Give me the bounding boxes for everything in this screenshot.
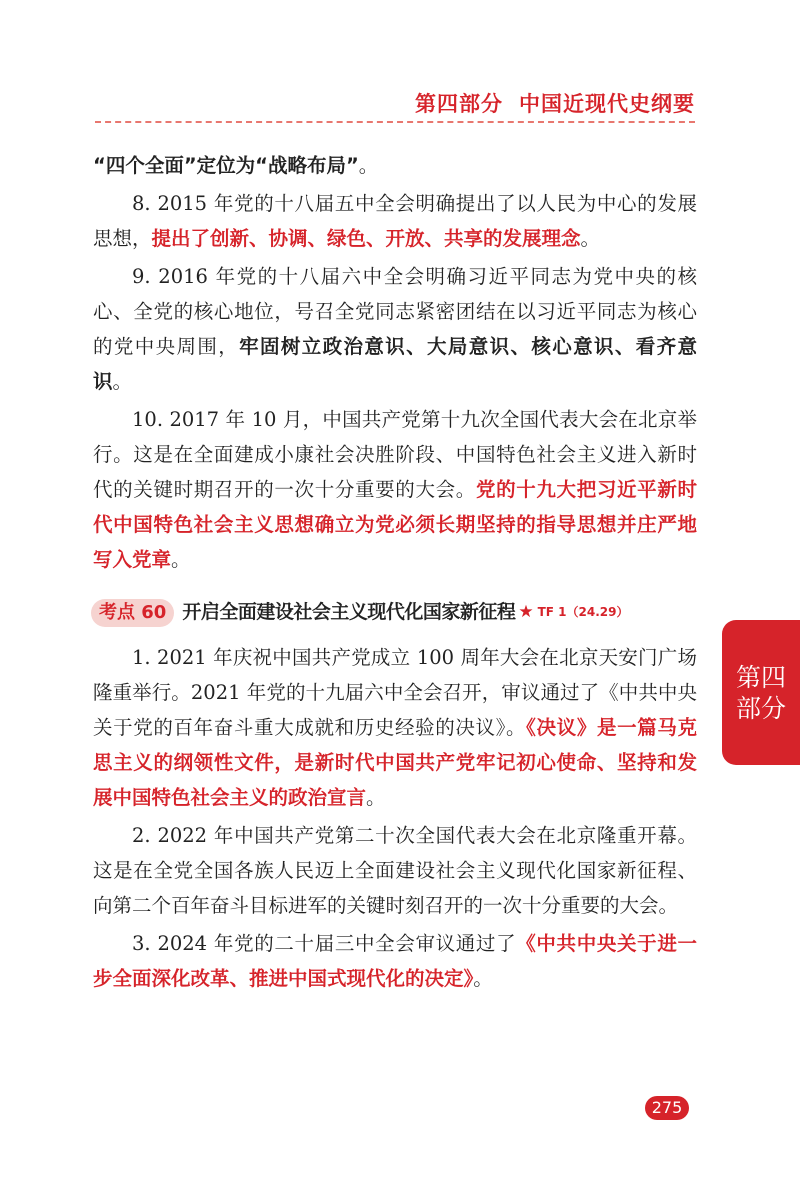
text: 。 (112, 370, 133, 393)
paragraph-continued (93, 148, 697, 183)
side-chapter-tab (722, 620, 800, 765)
text: 8. 2015 年党的十八届五中全会明确提出了以人民为中心的发展思想， (93, 192, 697, 250)
section-badge: 考点 60 (91, 599, 174, 627)
text: 。 (580, 227, 601, 250)
text: 10. 2017 年 10 月，中国共产党第十九次全国代表大会在北京举行。这是在全面建成小康社会决胜阶段、中国特色社会主义进入新时代的关键时期召开的一次十分重要的大会。 (93, 408, 697, 501)
section-note: TF 1（24.29） (537, 605, 629, 619)
highlight-text: 党的十九大把习近平新时代中国特色社会主义思想确立为党必须长期坚持的指导思想并庄严地写入党章 (93, 478, 697, 571)
header-divider (95, 121, 695, 123)
side-tab-line: 第四 (735, 662, 786, 692)
text: 。 (358, 154, 379, 177)
highlight-text: 《决议》是一篇马克思主义的纲领性文件，是新时代中国共产党牢记初心使命、坚持和发展中国特色社会主义的政治宣言 (93, 716, 697, 809)
highlight-text: 《中共中央关于进一步全面深化改革、推进中国式现代化的决定》 (93, 932, 697, 990)
section-title: 开启全面建设社会主义现代化国家新征程 (182, 601, 516, 623)
bold-text: 牢固树立政治意识、大局意识、核心意识、看齐意识 (93, 335, 697, 393)
text: 2. 2022 年中国共产党第二十次全国代表大会在北京隆重开幕。这是在全党全国各族人民迈上全面建设社会主义现代化国家新征程、向第二个百年奋斗目标进军的关键时刻召开的一次十分重要的大会。 (93, 824, 697, 917)
text: 9. 2016 年党的十八届六中全会明确习近平同志为党中央的核心、全党的核心地位，号召全党同志紧密团结在以习近平同志为核心的党中央周围， (93, 265, 697, 358)
header-title: 中国近现代史纲要 (519, 92, 695, 116)
running-header (415, 88, 695, 118)
text: 1. 2021 年庆祝中国共产党成立 100 周年大会在北京天安门广场隆重举行。2021 年党的十九届六中全会召开，审议通过了《中共中央关于党的百年奋斗重大成就和历史经验的决议》。 (93, 646, 697, 739)
paragraph-8 (93, 186, 697, 256)
text: 。 (366, 786, 386, 809)
section-paragraph-1 (93, 640, 697, 815)
star-icon: ★ (518, 602, 534, 622)
section-paragraph-3 (93, 926, 697, 996)
text: 。 (473, 967, 493, 990)
paragraph-9 (93, 259, 697, 399)
page-body (93, 148, 697, 999)
bold-text: “四个全面”定位为“战略布局” (93, 154, 359, 177)
page-number: 275 (645, 1096, 689, 1120)
side-tab-line: 部分 (735, 693, 786, 723)
text: 3. 2024 年党的二十届三中全会审议通过了 (132, 932, 517, 955)
highlight-text: 提出了创新、协调、绿色、开放、共享的发展理念 (151, 227, 581, 250)
section-heading (91, 595, 697, 630)
text: 。 (171, 548, 191, 571)
section-paragraph-2 (93, 818, 697, 923)
paragraph-10 (93, 402, 697, 577)
header-part: 第四部分 (415, 92, 503, 116)
